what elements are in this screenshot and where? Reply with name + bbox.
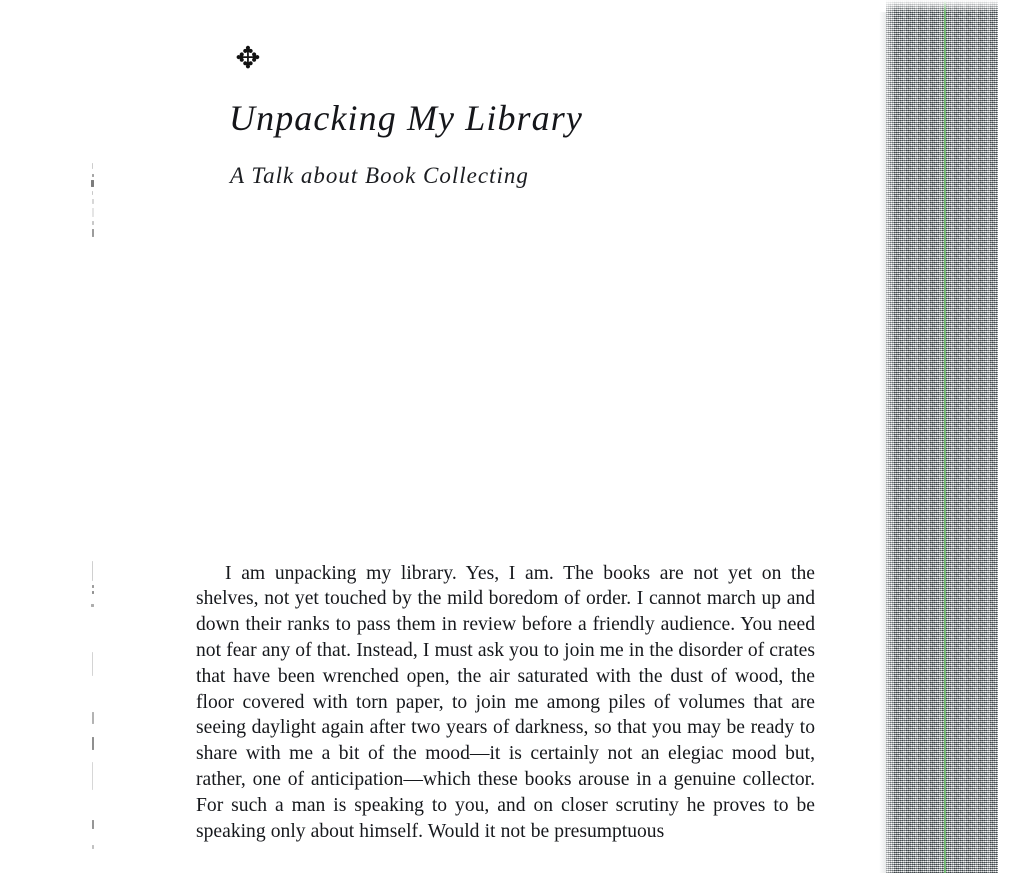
page-subtitle: A Talk about Book Collecting — [230, 163, 529, 188]
scan-gutter-shadow — [879, 12, 886, 873]
scanner-noise-strip — [886, 0, 998, 873]
page-title: Unpacking My Library — [229, 98, 583, 138]
scanner-green-line — [944, 0, 946, 873]
body-paragraph: I am unpacking my library. Yes, I am. The books are not yet on the shelves, not yet touched by the mild boredom of order. I cannot march up and down their ranks to pass them in review before a friendly audience. You need not fear any of that. Instead, I must ask you to join me in the disorder of crates that have been wrenched open, the air saturated with the dust of wood, the floor covered with torn paper, to join me among piles of volumes that are seeing daylight again after two years of darkness, so that you may be ready to share with me a bit of the mood—it is certainly not an elegiac mood but, rather, one of anticipation—which these books arouse in a genuine collector. For such a man is speaking to you, and on closer scrutiny he proves to be speaking only about himself. Would it not be presumptuous — [196, 562, 815, 842]
scan-top-fade — [886, 0, 998, 12]
four-pointed-star-ornament: ✥ — [235, 41, 261, 76]
scan-left-halo — [886, 0, 894, 873]
scan-banding-overlay — [886, 0, 998, 873]
